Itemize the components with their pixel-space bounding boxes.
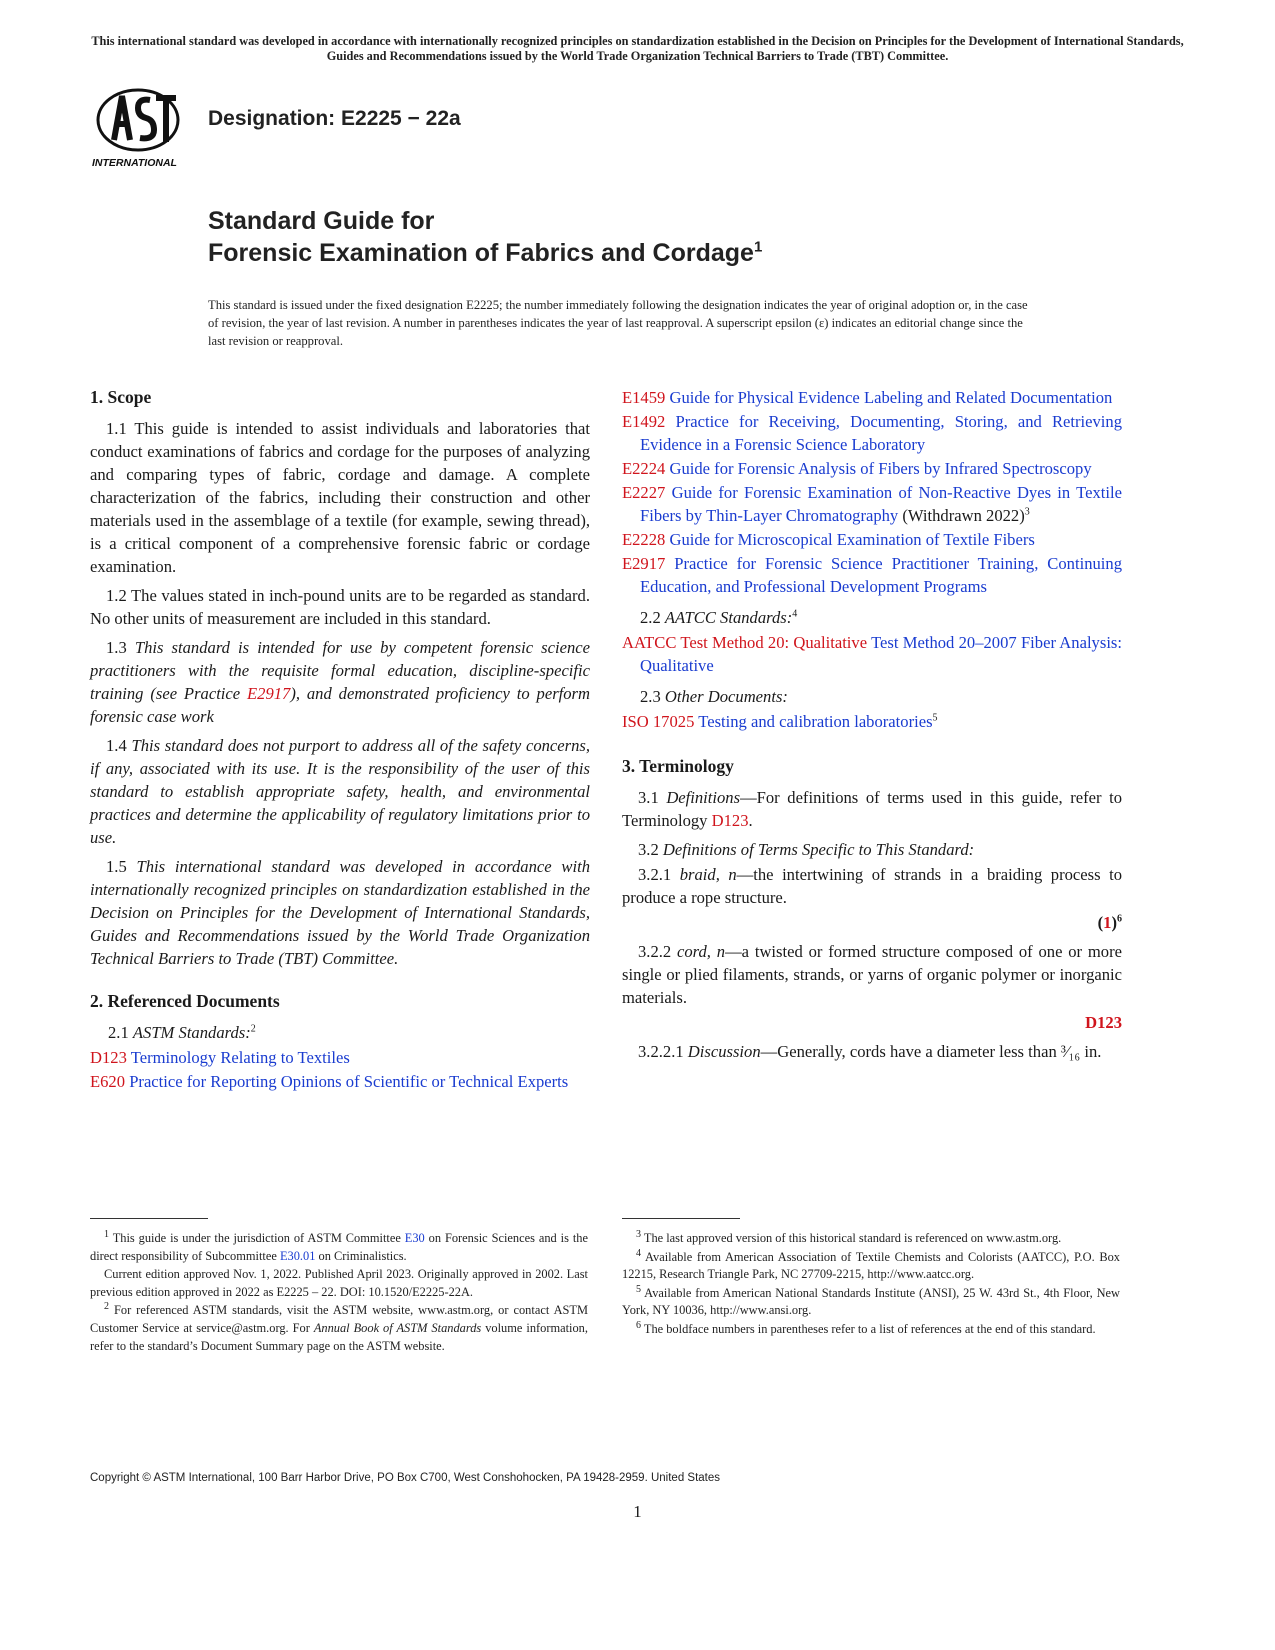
scope-1-5: 1.5 This international standard was developed in accordance with internationally recognized principles on standardization established in the Decision on Principles for the Development of International Standards, Guides and Recommendations issued by the World Trade Organization Technical Barriers to Trade (TBT) Committee. [90, 857, 591, 968]
scope-1-4: 1.4 This standard does not purport to address all of the safety concerns, if any, associated with its use. It is the responsibility of the user of this standard to establish appropriate safety, health, and environmental practices and determine the applicability of regulatory limitations prior to use. [90, 736, 591, 847]
aatcc-standards-label: 2.2 AATCC Standards:$^4$ [640, 608, 798, 627]
astm-standards-label: 2.1 ASTM Standards:$^2$ [108, 1023, 256, 1042]
e30-link[interactable]: E30 [404, 1231, 425, 1245]
d123-link[interactable]: D123 [711, 811, 749, 830]
definition-3-2: 3.2 Definitions of Terms Specific to This Standard: [638, 840, 975, 859]
footnote-rule [90, 1218, 208, 1219]
right-column [622, 386, 1122, 1069]
reference-item[interactable]: D123 Terminology Relating to Textiles [90, 1048, 350, 1067]
other-documents-label: 2.3 Other Documents: [640, 687, 788, 706]
footnote-6: $^6$ The boldface numbers in parentheses refer to a list of references at the end of this standard. [636, 1319, 1096, 1336]
title-line-1: Standard Guide for [208, 207, 435, 235]
cord-reference[interactable]: D123 [1085, 1013, 1122, 1032]
reference-item[interactable]: AATCC Test Method 20: Qualitative Test Method 20–2007 Fiber Analysis: Qualitative [622, 633, 1122, 675]
designation: Designation: E2225 − 22a [208, 107, 461, 130]
scope-1-1: 1.1 This guide is intended to assist individuals and laboratories that conduct examinations of fabrics and cordage for the purposes of analyzing and comparing types of fabric, cordage and damage. A complete characterization of the fabrics, including their construction and other materials used in the assemblage of a textile (for example, sewing thread), is a critical component of a comprehensive forensic fabric or cordage examination. [90, 419, 590, 576]
reference-item[interactable]: E2227 Guide for Forensic Examination of Non-Reactive Dyes in Textile Fibers by Thin-Layer Chromatography (Withdrawn 2022)$^3$ [622, 483, 1122, 525]
issuance-note: This standard is issued under the fixed designation E2225; the number immediately following the designation indicates the year of original adoption or, in the case of revision, the year of last revision. A number in parentheses indicates the year of last reapproval. A superscript epsilon (ε) indicates an editorial change since the last revision or reapproval. [208, 298, 1028, 348]
footnote-3: $^3$ The last approved version of this historical standard is referenced on www.astm.org. [636, 1228, 1062, 1245]
definition-braid: 3.2.1 braid, n—the intertwining of strands in a braiding process to produce a rope structure. [622, 865, 1122, 907]
footnotes-right [622, 1230, 1120, 1340]
footnote-rule [622, 1218, 740, 1219]
astm-logo [92, 82, 190, 170]
title-line-2: Forensic Examination of Fabrics and Cordage$^1$ [208, 238, 763, 267]
footnote-5: $^5$ Available from American National Standards Institute (ANSI), 25 W. 43rd St., 4th Floor, New York, NY 10036, http://www.ansi.org. [622, 1283, 1120, 1318]
reference-1-link[interactable]: 1 [1103, 913, 1112, 932]
footnotes-left [90, 1230, 588, 1356]
definition-3-1: 3.1 Definitions—For definitions of terms used in this guide, refer to Terminology D123. [622, 788, 1122, 830]
section-heading: 3. Terminology [622, 756, 734, 776]
left-column [90, 386, 590, 1094]
footnote-1: $^1$ This guide is under the jurisdiction of ASTM Committee E30 on Forensic Sciences and is the direct responsibility of Subcommittee E30.01 on Criminalistics. [90, 1228, 588, 1263]
footnote-2: $^2$ For referenced ASTM standards, visit the ASTM website, www.astm.org, or contact ASTM Customer Service at service@astm.org. For Annual Book of ASTM Standards volume information, refer to the standard’s Document Summary page on the ASTM website. [90, 1301, 588, 1353]
section-heading: 2. Referenced Documents [90, 991, 280, 1011]
e30-01-link[interactable]: E30.01 [279, 1248, 316, 1263]
logo-text: INTERNATIONAL [92, 157, 177, 169]
page-number: 1 [633, 1502, 642, 1521]
e2917-link[interactable]: E2917 [247, 684, 291, 703]
reference-item[interactable]: E2224 Guide for Forensic Analysis of Fibers by Infrared Spectroscopy [622, 459, 1092, 478]
tbt-notice: This international standard was developed in accordance with internationally recognized principles on standardization established in the Decision on Principles for the Development of International Standards, Guides and Recommendations issued by the World Trade Organization Technical Barriers to Trade (TBT) Committee. [91, 34, 1184, 63]
section-heading: 1. Scope [90, 387, 152, 407]
reference-item[interactable]: ISO 17025 Testing and calibration laboratories$^5$ [622, 712, 938, 731]
discussion-cord: 3.2.2.1 Discussion—Generally, cords have a diameter less than ³⁄₁₆ in. [638, 1042, 1102, 1061]
reference-item[interactable]: E2228 Guide for Microscopical Examination of Textile Fibers [622, 530, 1035, 549]
footnote-1-edition: Current edition approved Nov. 1, 2022. Published April 2023. Originally approved in 2002. Last previous edition approved in 2022 as E2225 – 22. DOI: 10.1520/E2225-22A. [90, 1267, 588, 1299]
copyright: Copyright © ASTM International, 100 Barr Harbor Drive, PO Box C700, West Conshohocken, PA 19428-2959. United States [90, 1472, 721, 1484]
document-title [208, 205, 762, 269]
footnote-4: $^4$ Available from American Association of Textile Chemists and Colorists (AATCC), P.O. Box 12215, Research Triangle Park, NC 27709-2215, http://www.aatcc.org. [622, 1247, 1120, 1282]
scope-1-2: 1.2 The values stated in inch-pound units are to be regarded as standard. No other units of measurement are included in this standard. [90, 586, 590, 628]
definition-cord: 3.2.2 cord, n—a twisted or formed structure composed of one or more single or plied filaments, strands, or yarns of organic polymer or inorganic materials. [622, 942, 1122, 1007]
reference-item[interactable]: E1459 Guide for Physical Evidence Labeling and Related Documentation [622, 388, 1113, 407]
braid-reference: $(1)^6$ [1097, 913, 1122, 932]
reference-item[interactable]: E1492 Practice for Receiving, Documenting, Storing, and Retrieving Evidence in a Forensic Science Laboratory [622, 412, 1122, 454]
reference-item[interactable]: E620 Practice for Reporting Opinions of Scientific or Technical Experts [90, 1072, 569, 1091]
reference-item[interactable]: E2917 Practice for Forensic Science Practitioner Training, Continuing Education, and Professional Development Programs [622, 554, 1122, 596]
scope-1-3: 1.3 This standard is intended for use by competent forensic science practitioners with the requisite formal education, discipline-specific training (see Practice E2917), and demonstrated proficiency to perform forensic case work [90, 638, 591, 726]
